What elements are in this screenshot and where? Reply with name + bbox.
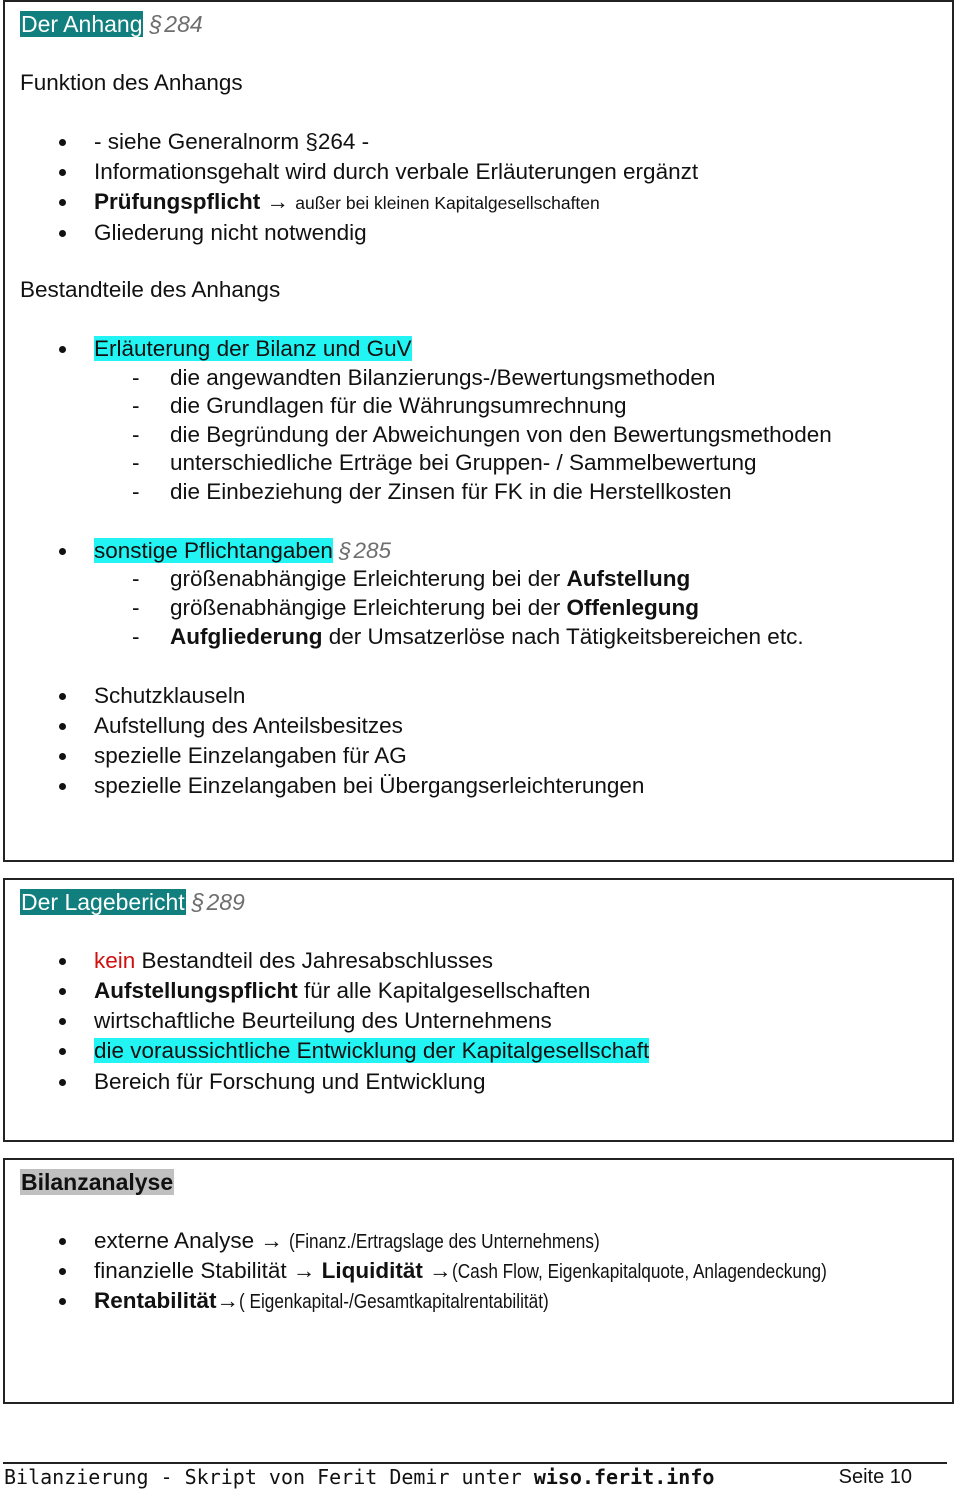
sonstige-paragraph: 285 (353, 538, 391, 563)
anhang-item: spezielle Einzelangaben für AG (94, 743, 407, 768)
lagebericht-item: kein Bestandteil des Jahresabschlusses (94, 948, 493, 973)
arrow-right-icon: → (429, 1258, 452, 1283)
bestandteile-heading: Bestandteile des Anhangs (20, 277, 281, 302)
anhang-item: Aufstellung des Anteilsbesitzes (94, 713, 403, 738)
funktion-item: - siehe Generalnorm §264 - (94, 129, 370, 154)
page-number: Seite 10 (838, 1466, 912, 1488)
bilanzanalyse-box (3, 1158, 954, 1404)
anhang-title-row (20, 10, 203, 38)
sonstige-item (94, 537, 391, 565)
paragraph-icon: § (191, 889, 205, 915)
arrow-right-icon: → (266, 189, 289, 214)
funktion-item: Gliederung nicht notwendig (94, 220, 367, 245)
lagebericht-item: Aufstellungspflicht für alle Kapitalgesellschaften (94, 978, 591, 1003)
lagebericht-item: Bereich für Forschung und Entwicklung (94, 1069, 486, 1094)
arrow-right-icon: → (216, 1288, 240, 1313)
anhang-box: Der Anhang §284 Funktion des Anhangs - siehe Generalnorm §264 - Informationsgehalt wird durch verbale Erläuterungen ergänzt Prüfungspflicht → außer bei kleinen Kapitalgesellschaften Gliederung nicht notwendig Bestandteile des Anhangs Erläuterung der Bilanz und GuV - die angewandten Bilanzierungs-/Bewertungsmethoden - die Grundlagen für die Währungsumrechnung - die Begründung der Abweichungen von den Bewertungsmethoden - unterschiedliche Erträge bei Gruppen- / Sammelbewertung - die Einbeziehung der Zinsen für FK in die Herstellkosten sonstige Pflichtangaben §285 - größenabhängige Erleichterung bei der Aufstellung - größenabhängige Erleichterung bei der Offenlegung - Aufgliederung der Umsatzerlöse nach Tätigkeitsbereichen etc. Schutzklauseln Aufstellung des Anteilsbesitzes spezielle Einzelangaben für AG spezielle Einzelangaben bei Übergangserleichterungen (3, 0, 954, 862)
lagebericht-title-row (20, 888, 245, 916)
erlaeuterung-item (94, 335, 412, 363)
bilanzanalyse-item: externe Analyse → (Finanz./Ertragslage des Unternehmens) (94, 1227, 650, 1256)
paragraph-icon: § (149, 11, 163, 37)
lagebericht-item: wirtschaftliche Beurteilung des Unternehmens (94, 1008, 552, 1033)
footer-divider (3, 1462, 947, 1464)
pruefung-label: Prüfungspflicht (94, 189, 261, 214)
arrow-right-icon: → (292, 1258, 316, 1283)
anhang-title: Der Anhang (21, 11, 143, 37)
anhang-paragraph: 284 (164, 11, 203, 37)
bilanzanalyse-item: finanzielle Stabilität → Liquidität →(Cash Flow, Eigenkapitalquote, Anlagendeckung) (94, 1257, 888, 1286)
footer-site: wiso.ferit.info (533, 1465, 715, 1489)
lagebericht-title: Der Lagebericht (21, 889, 185, 915)
bilanzanalyse-title: Bilanzanalyse (21, 1169, 174, 1195)
bilanzanalyse-title-row (20, 1168, 174, 1196)
funktion-heading: Funktion des Anhangs (20, 70, 243, 95)
lagebericht-box (3, 878, 954, 1142)
lagebericht-item: die voraussichtliche Entwicklung der Kapitalgesellschaft (94, 1038, 650, 1063)
erlaeuterung-label: Erläuterung der Bilanz und GuV (94, 336, 412, 361)
paragraph-icon: § (338, 538, 352, 563)
bilanzanalyse-item: Rentabilität→( Eigenkapital-/Gesamtkapitalrentabilität) (94, 1287, 599, 1316)
lagebericht-paragraph: 289 (206, 889, 245, 915)
funktion-item-pruefung (94, 188, 600, 217)
pruefung-note: außer bei kleinen Kapitalgesellschaften (295, 193, 600, 213)
anhang-item: spezielle Einzelangaben bei Übergangserleichterungen (94, 773, 645, 798)
footer-source: Bilanzierung - Skript von Ferit Demir unter wiso.ferit.info (4, 1465, 715, 1489)
arrow-right-icon: → (260, 1228, 283, 1253)
funktion-item: Informationsgehalt wird durch verbale Erläuterungen ergänzt (94, 159, 699, 184)
sonstige-label: sonstige Pflichtangaben (94, 538, 333, 563)
anhang-item: Schutzklauseln (94, 683, 246, 708)
